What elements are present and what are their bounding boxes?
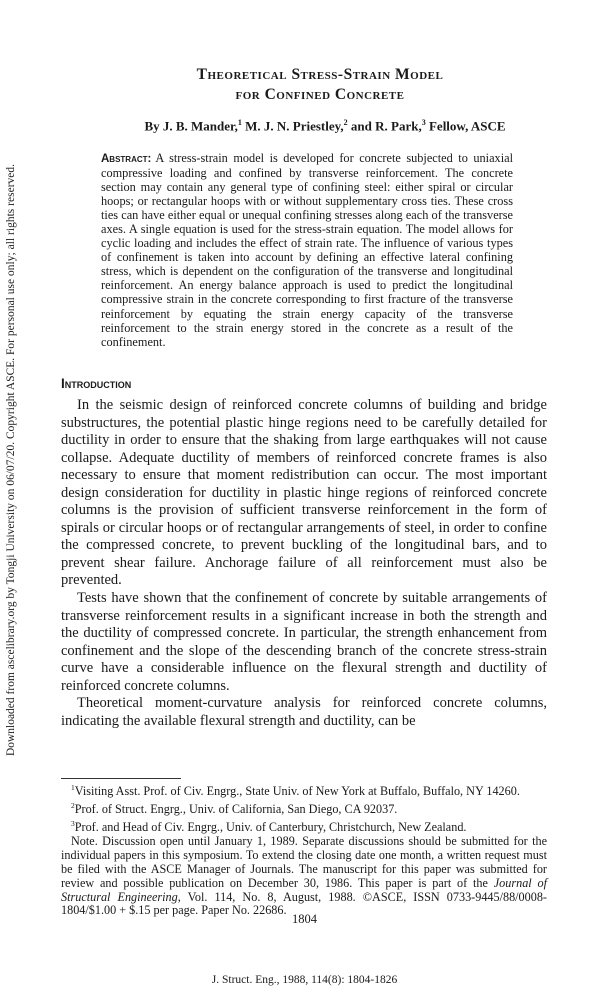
author-park: R. Park, xyxy=(375,118,422,134)
page-number: 1804 xyxy=(292,912,317,926)
footnote-2 xyxy=(61,799,547,817)
footnote-1-text: Visiting Asst. Prof. of Civ. Engrg., State Univ. of New York at Buffalo, Buffalo, NY 14260. xyxy=(74,784,520,799)
abstract-label: Abstract: xyxy=(101,153,152,165)
footnote-3-text: Prof. and Head of Civ. Engrg., Univ. of Canterbury, Christchurch, New Zealand. xyxy=(74,820,467,834)
author-and: and xyxy=(350,118,372,134)
footnote-2-mark: 2 xyxy=(71,800,75,810)
author-mark-2: 2 xyxy=(343,118,348,127)
footnote-3-mark: 3 xyxy=(71,818,75,828)
footnote-1 xyxy=(61,781,547,799)
author-priestley: M. J. N. Priestley, xyxy=(245,118,344,134)
author-mark-3: 3 xyxy=(421,118,426,127)
footnote-3 xyxy=(61,817,547,835)
author-by: By xyxy=(144,118,160,134)
footnotes xyxy=(61,781,547,918)
section-heading-introduction: Introduction xyxy=(61,376,132,391)
body-paragraph-2: Tests have shown that the confinement of concrete by suitable arrangements of transverse reinforcement results in a significant increase in both the strength and the ductility of compressed concrete. In particular, the strength enhancement from confinement and the slope of the descending branch of the concrete stress-strain curve have a considerable influence on the flexural strength and ductility of reinforced concrete columns. xyxy=(61,590,547,694)
note-text-post: Vol. 114, No. 8, August, 1988. ©ASCE, ISSN 0733-9445/88/0008-1804/$1.00 + $.15 per page. Paper No. 22686. xyxy=(61,889,547,918)
discussion-note xyxy=(61,835,547,918)
abstract xyxy=(101,151,513,349)
note-text-pre: Note. Discussion open until January 1, 1989. Separate discussions should be submitted for the individual papers in this symposium. To extend the closing date one month, a written request must be filed with the ASCE Manager of Journals. The manuscript for this paper was submitted for review and possible publication on December 30, 1986. This paper is part of the xyxy=(61,833,547,890)
download-watermark xyxy=(4,130,18,790)
author-mark-1: 1 xyxy=(237,118,242,127)
download-watermark-text: Downloaded from ascelibrary.org by Tongji University on 06/07/20. Copyright ASCE. For personal use only; all rights reserved. xyxy=(5,163,17,757)
citation-footer: J. Struct. Eng., 1988, 114(8): 1804-1826 xyxy=(211,974,398,986)
abstract-text: A stress-strain model is developed for concrete subjected to uniaxial compressive loading and confined by transverse reinforcement. The concrete section may contain any general type of confining steel: either spiral or circular hoops; or rectangular hoops with or without supplementary cross ties. These cross ties can have either equal or unequal confining stresses along each of the transverse axes. A single equation is used for the stress-strain equation. The model allows for cyclic loading and includes the effect of strain rate. The influence of various types of confinement is taken into account by defining an effective lateral confining stress, which is dependent on the configuration of the transverse and longitudinal reinforcement. An energy balance approach is used to predict the longitudinal compressive strain in the concrete corresponding to first fracture of the transverse reinforcement by equating the strain energy capacity of the transverse reinforcement to the strain energy stored in the concrete as a result of the confinement. xyxy=(101,151,513,349)
paper-title-line-2: for Confined Concrete xyxy=(235,86,405,103)
body-paragraph-3: Theoretical moment-curvature analysis for reinforced concrete columns, indicating the available flexural strength and ductility, can be xyxy=(61,695,547,729)
body-paragraph-1: In the seismic design of reinforced concrete columns of building and bridge substructures, the potential plastic hinge regions need to be carefully detailed for ductility in order to ensure that the shaking from large earthquakes will not cause collapse. Adequate ductility of members of reinforced concrete frames is also necessary to ensure that moment redistribution can occur. The most important design consideration for ductility in plastic hinge regions of reinforced concrete columns is the provision of sufficient transverse reinforcement in the form of spirals or circular hoops or of rectangular arrangements of steel, in order to confine the compressed concrete, to prevent buckling of the longitudinal bars, and to prevent shear failure. Anchorage failure of all reinforcement must also be prevented. xyxy=(61,397,547,589)
author-mander: J. B. Mander, xyxy=(162,118,238,134)
journal-name: Journal of Structural Engineering, xyxy=(61,875,547,904)
footnote-2-text: Prof. of Struct. Engrg., Univ. of California, San Diego, CA 92037. xyxy=(74,802,398,817)
footnote-1-mark: 1 xyxy=(71,783,75,792)
footnote-divider xyxy=(61,778,181,779)
body-text xyxy=(61,397,547,730)
paper-title-line-1: Theoretical Stress-Strain Model xyxy=(196,66,444,83)
author-affiliation-suffix: Fellow, ASCE xyxy=(428,118,506,134)
author-line xyxy=(60,118,590,134)
